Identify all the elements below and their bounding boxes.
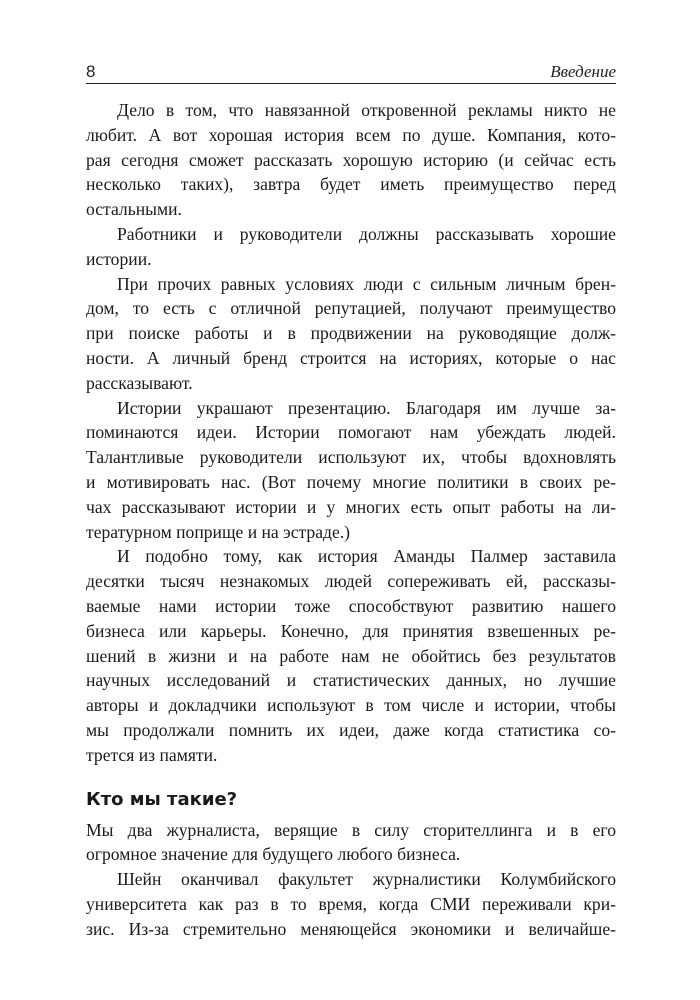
text-line: При прочих равных условиях люди с сильным личным брен- — [117, 273, 616, 294]
text-line: несколько таких), завтра будет иметь преимущество перед — [86, 174, 616, 195]
text-line: бизнеса или карьеры. Конечно, для принятия взвешенных ре- — [86, 620, 616, 641]
page-number: 8 — [86, 62, 96, 81]
text-line: чах рассказывают истории и у многих есть опыт работы на ли- — [86, 496, 616, 517]
text-line: любит. А вот хорошая история всем по душе. Компания, кото- — [86, 124, 616, 145]
text-line: Дело в том, что навязанной откровенной рекламы никто не — [117, 100, 616, 120]
text-line: Мы два журналиста, верящие в силу сторителлинга и в его — [86, 819, 616, 840]
text-line: при поиске работы и в продвижении на руководящие долж- — [86, 323, 616, 344]
text-line: ваемые нами истории тоже способствуют развитию нашего — [86, 595, 616, 616]
text-line: научных исследований и статистических данных, но лучшие — [86, 670, 616, 691]
text-line: ности. А личный бренд строится на историях, которые о нас — [86, 347, 616, 368]
running-section-title: Введение — [550, 62, 616, 81]
paragraph — [86, 222, 616, 272]
text-line: авторы и докладчики используют в том числе и истории, чтобы — [86, 695, 616, 716]
page-body — [86, 98, 616, 942]
section-heading: Кто мы такие? — [86, 788, 238, 810]
running-header — [86, 56, 616, 84]
text-line: зис. Из-за стремительно меняющейся экономики и величайше- — [86, 918, 616, 939]
paragraph — [86, 867, 616, 941]
text-line: рая сегодня сможет рассказать хорошую историю (и сейчас есть — [86, 149, 616, 170]
paragraph — [86, 818, 616, 868]
text-line: тературном поприще и на эстраде.) — [86, 521, 351, 542]
paragraph — [86, 544, 616, 767]
text-line: остальными. — [86, 199, 182, 220]
text-line: Шейн оканчивал факультет журналистики Колумбийского — [117, 869, 616, 890]
text-line: поминаются идеи. Истории помогают нам убеждать людей. — [86, 422, 616, 443]
text-line: дом, то есть с отличной репутацией, получают преимущество — [86, 298, 616, 319]
text-line: огромное значение для будущего любого бизнеса. — [86, 844, 461, 865]
text-line: И подобно тому, как история Аманды Палмер заставила — [117, 546, 616, 567]
text-line: рассказывают. — [86, 372, 193, 393]
text-line: десятки тысяч незнакомых людей сопереживать ей, рассказы- — [86, 571, 616, 592]
text-line: университета как раз в то время, когда СМИ переживали кри- — [86, 893, 616, 914]
text-line: истории. — [86, 248, 152, 269]
text-line: и мотивировать нас. (Вот почему многие политики в своих ре- — [86, 471, 616, 492]
paragraph — [86, 98, 616, 222]
text-line: Работники и руководители должны рассказывать хорошие — [117, 223, 616, 244]
text-line: шений в жизни и на работе нам не обойтись без результатов — [86, 645, 616, 666]
text-line: Истории украшают презентацию. Благодаря им лучше за- — [117, 397, 616, 418]
paragraph — [86, 396, 616, 545]
text-line: трется из памяти. — [86, 744, 218, 765]
paragraph — [86, 272, 616, 396]
text-line: мы продолжали помнить их идеи, даже когда статистика со- — [86, 719, 616, 740]
header-rule — [86, 83, 616, 84]
text-line: Талантливые руководители используют их, чтобы вдохновлять — [86, 447, 616, 468]
